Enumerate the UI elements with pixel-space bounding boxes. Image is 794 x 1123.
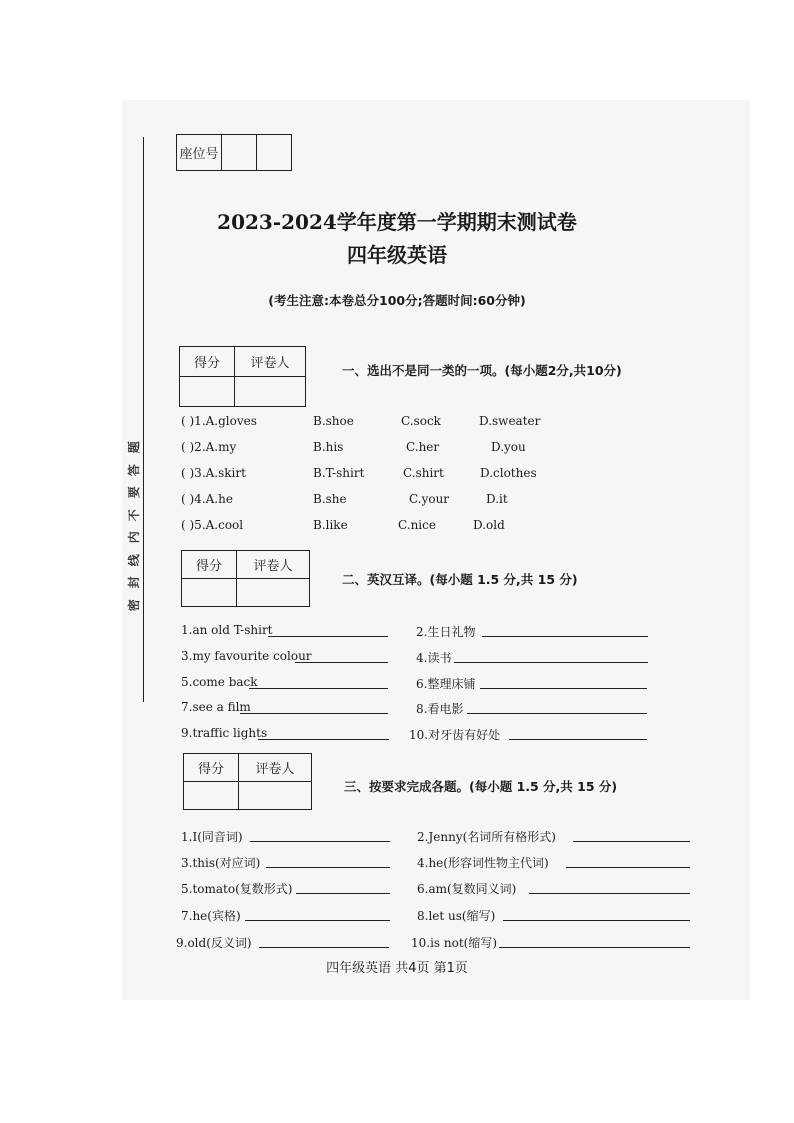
translation-item: 9.traffic lights — [181, 726, 268, 740]
option-d: D.you — [491, 440, 526, 454]
section1-heading: 一、选出不是同一类的一项。(每小题2分,共10分) — [342, 363, 622, 378]
score-box — [183, 753, 312, 810]
grader-label: 评卷人 — [239, 754, 312, 782]
score-cell[interactable] — [184, 782, 239, 810]
transform-item: 4.he(形容词性物主代词) — [417, 856, 549, 870]
question-number: ( )5.A.cool — [181, 518, 244, 532]
answer-line[interactable] — [250, 841, 390, 842]
exam-notice: (考生注意:本卷总分100分;答题时间:60分钟) — [268, 293, 526, 308]
seal-char: 要 — [126, 486, 141, 499]
answer-line[interactable] — [240, 713, 388, 714]
option-b: B.like — [313, 518, 348, 532]
grader-label: 评卷人 — [235, 347, 306, 377]
answer-line[interactable] — [529, 893, 690, 894]
translation-item: 6.整理床铺 — [416, 677, 476, 691]
seat-number-label: 座位号 — [177, 135, 222, 171]
option-b: B.she — [313, 492, 347, 506]
exam-title: 2023-2024学年度第一学期期末测试卷 — [217, 210, 577, 234]
answer-line[interactable] — [268, 636, 388, 637]
score-box — [179, 346, 306, 407]
option-c: C.nice — [398, 518, 436, 532]
answer-line[interactable] — [296, 893, 390, 894]
section3-heading: 三、按要求完成各题。(每小题 1.5 分,共 15 分) — [344, 779, 618, 794]
translation-item: 1.an old T-shirt — [181, 623, 273, 637]
answer-line[interactable] — [245, 920, 390, 921]
translation-item: 4.读书 — [416, 651, 452, 665]
transform-item: 2.Jenny(名词所有格形式) — [417, 830, 556, 844]
score-cell[interactable] — [180, 377, 235, 407]
question-number: ( )4.A.he — [181, 492, 233, 506]
answer-line[interactable] — [295, 662, 388, 663]
translation-item: 10.对牙齿有好处 — [409, 728, 501, 742]
option-c: C.her — [406, 440, 440, 454]
answer-line[interactable] — [259, 947, 389, 948]
answer-line[interactable] — [509, 739, 647, 740]
answer-line[interactable] — [566, 867, 690, 868]
grader-cell[interactable] — [239, 782, 312, 810]
seal-char: 内 — [126, 531, 141, 544]
grader-cell[interactable] — [237, 579, 310, 607]
question-number: ( )1.A.gloves — [181, 414, 257, 428]
option-d: D.it — [486, 492, 508, 506]
seal-char: 封 — [126, 576, 141, 589]
grader-cell[interactable] — [235, 377, 306, 407]
transform-item: 7.he(宾格) — [181, 909, 241, 923]
translation-item: 3.my favourite colour — [181, 649, 312, 663]
transform-item: 1.I(同音词) — [181, 830, 243, 844]
transform-item: 8.let us(缩写) — [417, 909, 496, 923]
score-label: 得分 — [184, 754, 239, 782]
transform-item: 6.am(复数同义词) — [417, 882, 517, 896]
answer-line[interactable] — [258, 739, 389, 740]
option-d: D.clothes — [480, 466, 537, 480]
option-c: C.sock — [401, 414, 441, 428]
translation-item: 2.生日礼物 — [416, 625, 476, 639]
option-d: D.sweater — [479, 414, 541, 428]
seal-line-text — [124, 436, 144, 616]
seal-char: 密 — [126, 598, 141, 611]
translation-item: 5.come back — [181, 675, 258, 689]
answer-line[interactable] — [480, 688, 647, 689]
score-label: 得分 — [182, 551, 237, 579]
seat-number-cell[interactable] — [257, 135, 292, 171]
score-cell[interactable] — [182, 579, 237, 607]
exam-subtitle: 四年级英语 — [347, 243, 447, 267]
answer-line[interactable] — [454, 662, 648, 663]
translation-item: 7.see a film — [181, 700, 251, 714]
page-footer: 四年级英语 共4页 第1页 — [326, 961, 468, 976]
score-box — [181, 550, 310, 607]
transform-item: 10.is not(缩写) — [411, 936, 498, 950]
transform-item: 9.old(反义词) — [176, 936, 252, 950]
seal-char: 答 — [126, 463, 141, 476]
answer-line[interactable] — [249, 688, 388, 689]
grader-label: 评卷人 — [237, 551, 310, 579]
transform-item: 3.this(对应词) — [181, 856, 261, 870]
option-b: B.T-shirt — [313, 466, 365, 480]
seal-char: 线 — [126, 553, 141, 566]
seat-number-cell[interactable] — [222, 135, 257, 171]
translation-item: 8.看电影 — [416, 702, 464, 716]
answer-line[interactable] — [266, 867, 390, 868]
transform-item: 5.tomato(复数形式) — [181, 882, 293, 896]
answer-line[interactable] — [573, 841, 690, 842]
seat-number-box — [176, 134, 292, 171]
option-c: C.shirt — [403, 466, 444, 480]
option-d: D.old — [473, 518, 505, 532]
answer-line[interactable] — [467, 713, 647, 714]
answer-line[interactable] — [482, 636, 648, 637]
seal-char: 不 — [126, 508, 141, 521]
score-label: 得分 — [180, 347, 235, 377]
option-c: C.your — [409, 492, 450, 506]
option-b: B.his — [313, 440, 344, 454]
question-number: ( )2.A.my — [181, 440, 237, 454]
question-number: ( )3.A.skirt — [181, 466, 246, 480]
seal-char: 题 — [126, 441, 141, 454]
answer-line[interactable] — [503, 920, 690, 921]
section2-heading: 二、英汉互译。(每小题 1.5 分,共 15 分) — [342, 572, 578, 587]
answer-line[interactable] — [499, 947, 690, 948]
option-b: B.shoe — [313, 414, 354, 428]
